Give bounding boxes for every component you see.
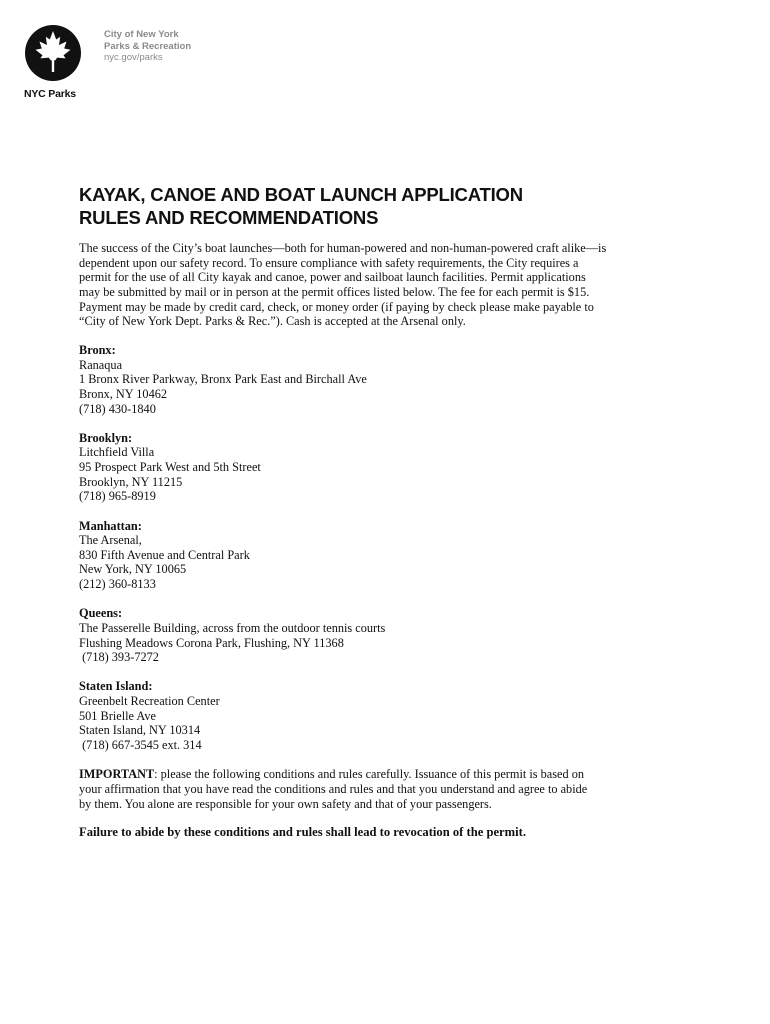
important-label: IMPORTANT <box>79 767 155 782</box>
brand-name: NYC Parks <box>24 88 76 100</box>
office-staten-island <box>79 679 679 752</box>
page-title <box>79 183 719 229</box>
text-line: may be submitted by mail or in person at the permit offices listed below. The fee for each permit is $15. <box>79 284 590 299</box>
office-line: Ranaqua <box>79 357 123 372</box>
text-line: “City of New York Dept. Parks & Rec.”). Cash is accepted at the Arsenal only. <box>79 314 466 329</box>
agency-url[interactable]: nyc.gov/parks <box>104 52 163 63</box>
office-borough: Staten Island: <box>79 679 153 694</box>
maple-leaf-icon <box>24 24 82 82</box>
office-brooklyn <box>79 431 679 504</box>
agency-department: Parks & Recreation <box>104 40 192 52</box>
title-line: KAYAK, CANOE AND BOAT LAUNCH APPLICATION <box>79 184 523 205</box>
office-line: 95 Prospect Park West and 5th Street <box>79 460 261 475</box>
office-bronx <box>79 343 679 416</box>
text-line: Payment may be made by credit card, check, or money order (if paying by check please make payable to <box>79 299 594 314</box>
text-line: your affirmation that you have read the conditions and rules and that you understand and agree to abide <box>79 781 588 796</box>
text-line <box>79 767 679 782</box>
office-line: Bronx, NY 10462 <box>79 386 168 401</box>
text-line: dependent upon our safety record. To ensure compliance with safety requirements, the City requires a <box>79 255 579 270</box>
office-phone: (212) 360-8133 <box>79 577 156 592</box>
office-manhattan <box>79 519 679 592</box>
office-line: Staten Island, NY 10314 <box>79 723 201 738</box>
text-line: permit for the use of all City kayak and canoe, power and sailboat launch facilities. Permit applications <box>79 270 586 285</box>
title-line: RULES AND RECOMMENDATIONS <box>79 207 379 228</box>
office-line: Brooklyn, NY 11215 <box>79 474 183 489</box>
important-text: : please the following conditions and rules carefully. Issuance of this permit is based on <box>154 767 584 782</box>
office-line: New York, NY 10065 <box>79 562 187 577</box>
office-line: 501 Brielle Ave <box>79 708 156 723</box>
document-body <box>79 241 679 840</box>
office-phone: (718) 965-8919 <box>79 489 156 504</box>
agency-block <box>104 29 191 64</box>
office-borough: Manhattan: <box>79 518 142 533</box>
office-queens <box>79 606 679 665</box>
office-line: 830 Fifth Avenue and Central Park <box>79 547 250 562</box>
office-borough: Bronx: <box>79 342 116 357</box>
office-line: The Arsenal, <box>79 533 142 548</box>
office-borough: Brooklyn: <box>79 430 133 445</box>
intro-paragraph <box>79 241 679 329</box>
text-line: by them. You alone are responsible for your own safety and that of your passengers. <box>79 796 492 811</box>
office-line: Litchfield Villa <box>79 445 155 460</box>
office-line: Flushing Meadows Corona Park, Flushing, NY 11368 <box>79 635 344 650</box>
office-line: Greenbelt Recreation Center <box>79 694 220 709</box>
important-paragraph <box>79 767 679 811</box>
office-line: The Passerelle Building, across from the outdoor tennis courts <box>79 620 386 635</box>
office-phone: (718) 393-7272 <box>79 650 159 665</box>
revocation-warning: Failure to abide by these conditions and rules shall lead to revocation of the permit. <box>79 825 526 840</box>
office-borough: Queens: <box>79 606 123 621</box>
agency-name: City of New York <box>104 29 179 40</box>
office-phone: (718) 667-3545 ext. 314 <box>79 738 202 753</box>
text-line: The success of the City’s boat launches—both for human-powered and non-human-powered craft alike—is <box>79 241 607 255</box>
office-line: 1 Bronx River Parkway, Bronx Park East and Birchall Ave <box>79 372 367 387</box>
office-phone: (718) 430-1840 <box>79 401 156 416</box>
nyc-parks-logo <box>24 24 82 82</box>
